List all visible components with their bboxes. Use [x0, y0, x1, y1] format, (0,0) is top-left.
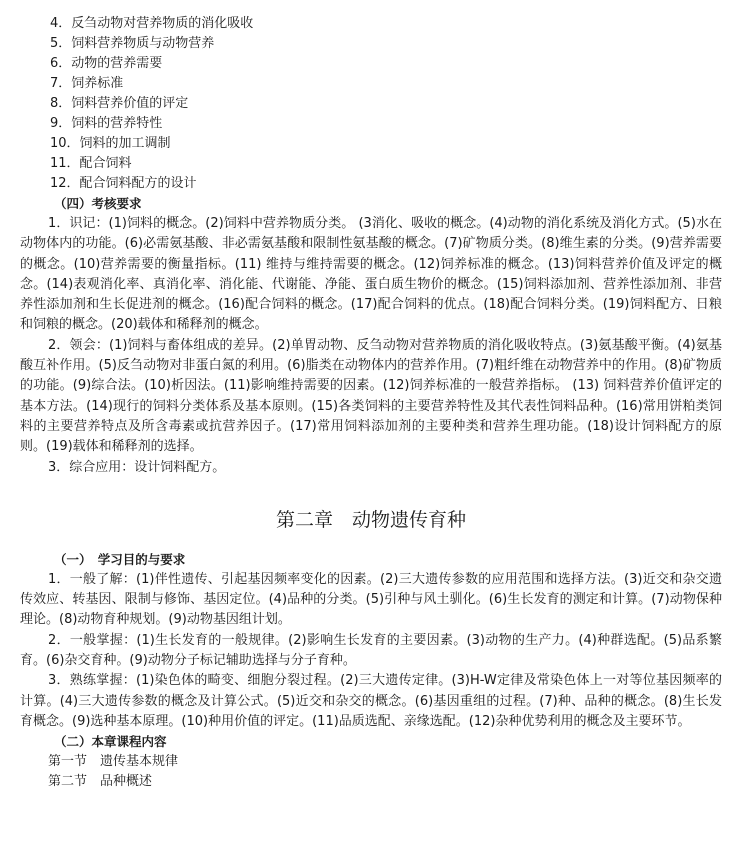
list-item: 9．饲料的营养特性: [50, 116, 163, 131]
top-list: [20, 0, 722, 194]
list-item: 10．饲料的加工调制: [50, 136, 171, 151]
goal-general-master-paragraph: 2．一般掌握：(1)生长发育的一般规律。(2)影响生长发育的主要因素。(3)动物的生产力。(4)种群选配。(5)品系繁育。(6)杂交育种。(9)动物分子标记辅助选择与分子育种。: [20, 632, 722, 669]
list-item: 5．饲料营养物质与动物营养: [50, 36, 215, 51]
learning-goals-heading: （一） 学习目的与要求: [54, 551, 186, 567]
goal-proficient-paragraph: 3．熟练掌握：(1)染色体的畸变、细胞分裂过程。(2)三大遗传定律。(3)H-W定律及常染色体上一对等位基因频率的计算。(4)三大遗传参数的概念及计算公式。(5)近交和杂交的概念。(6)基因重组的过程。(7)种、品种的概念。(8)生长发育概念。(9)选种基本原理。(10)种用价值的评定。(11)品质选配、亲缘选配。(12)杂种优势利用的概念及主要环节。: [20, 673, 722, 729]
section-item: 第二节 品种概述: [48, 774, 153, 790]
section-item: 第一节 遗传基本规律: [48, 754, 179, 770]
list-item: 6．动物的营养需要: [50, 56, 163, 71]
exam-understand-paragraph: 2．领会：(1)饲料与畜体组成的差异。(2)单胃动物、反刍动物对营养物质的消化吸收特点。(3)氨基酸平衡。(4)氨基酸互补作用。(5)反刍动物对非蛋白氮的利用。(6)脂类在动物体内的营养作用。(7)粗纤维在动物营养中的作用。(8)矿物质的功能。(9)综合法。(10)析因法。(11)影响维持需要的因素。(12)饲养标准的一般营养指标。 (13) 饲料营养价值评定的基本方法。(14)现行的饲料分类体系及基本原则。(15)各类饲料的主要营养特性及其代表性饲料品种。(16)常用饼粕类饲料的主要营养特点及所含毒素或抗营养因子。(17)常用饲料添加剂的主要种类和营养生理功能。(18)设计饲料配方的原则。(19)载体和稀释剂的选择。: [20, 337, 722, 455]
list-item: 8．饲料营养价值的评定: [50, 96, 189, 111]
exam-requirements-heading: （四）考核要求: [54, 196, 142, 211]
list-item: 12．配合饲料配方的设计: [50, 176, 197, 191]
exam-apply-paragraph: 3．综合应用：设计饲料配方。: [48, 459, 226, 475]
exam-recall-paragraph: 1．识记：(1)饲料的概念。(2)饲料中营养物质分类。 (3消化、吸收的概念。(4)动物的消化系统及消化方式。(5)水在动物体内的功能。(6)必需氨基酸、非必需氨基酸和限制性氨基酸的概念。(7)矿物质分类。(8)维生素的分类。(9)营养需要的概念。(10)营养需要的衡量指标。(11) 维持与维持需要的概念。(12)饲养标准的概念。(13)饲料营养价值及评定的概念。(14)表观消化率、真消化率、消化能、代谢能、净能、蛋白质生物价的概念。(15)饲料添加剂、营养性添加剂、非营养性添加剂和生长促进剂的概念。(16)配合饲料的概念。(17)配合饲料的优点。(18)配合饲料分类。(19)饲料配方、日粮和饲粮的概念。(20)载体和稀释剂的概念。: [20, 216, 722, 333]
course-content-heading: （二）本章课程内容: [54, 734, 167, 750]
goal-general-understand-paragraph: 1．一般了解：(1)伴性遗传、引起基因频率变化的因素。(2)三大遗传参数的应用范围和选择方法。(3)近交和杂交遗传效应、转基因、限制与修饰、基因定位。(4)品种的分类。(5)引种与风土驯化。(6)生长发育的测定和计算。(7)动物保种理论。(8)动物育种规划。(9)动物基因组计划。: [20, 571, 722, 628]
chapter-title: 第二章 动物遗传育种: [275, 508, 466, 531]
list-item: 7．饲养标准: [50, 76, 124, 91]
list-item: 4．反刍动物对营养物质的消化吸收: [50, 16, 254, 31]
list-item: 11．配合饲料: [50, 156, 132, 171]
